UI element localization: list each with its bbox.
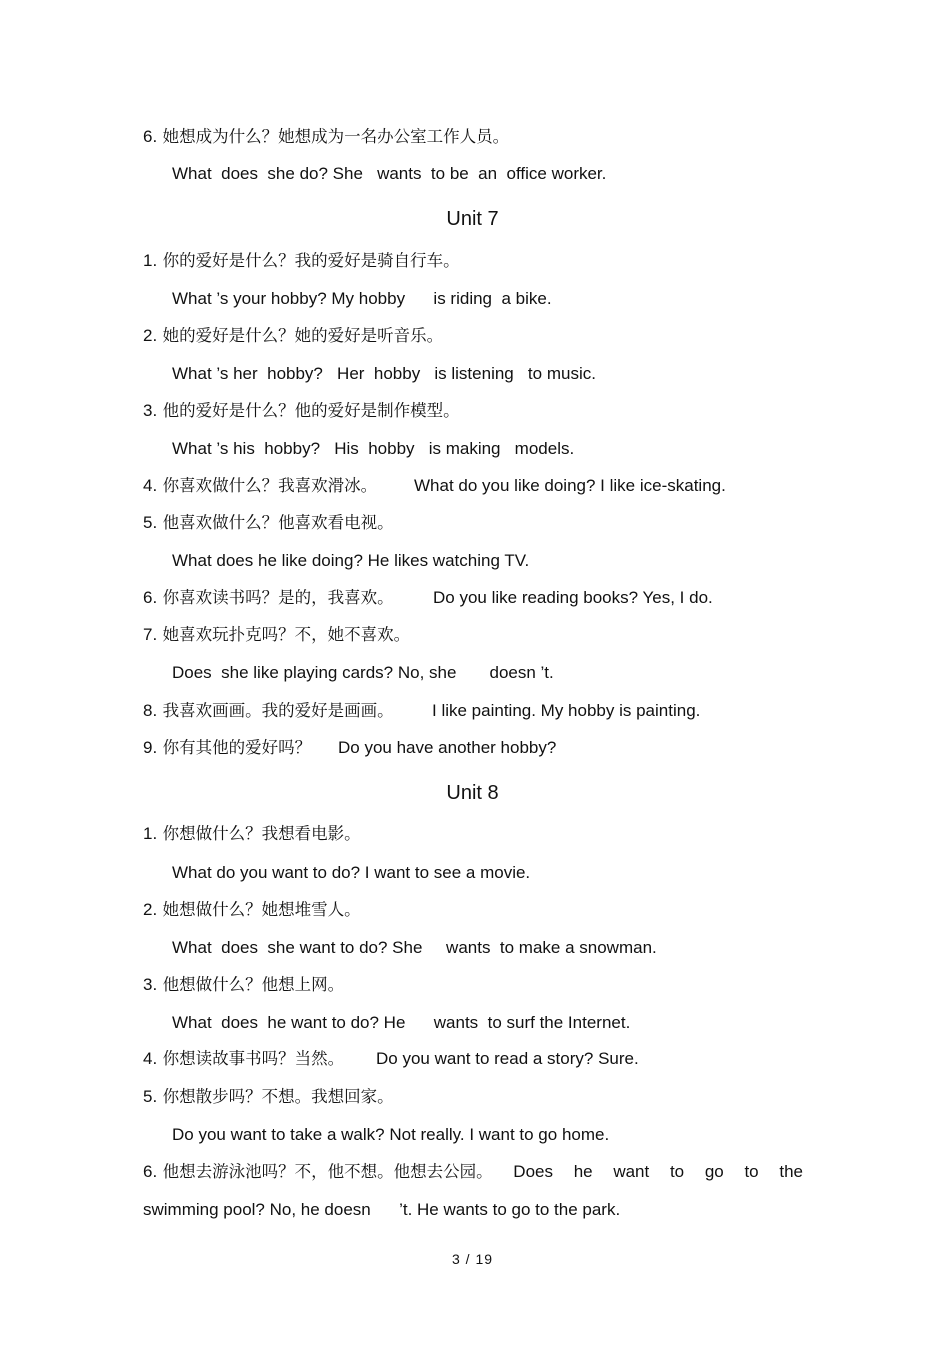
u7-q3-en: What ’s his hobby? His hobby is making models. <box>172 439 575 458</box>
u7-q2-en: What ’s her hobby? Her hobby is listening to music. <box>172 364 596 383</box>
unit8-heading: Unit 8 <box>446 782 499 804</box>
unit7-heading: Unit 7 <box>446 208 499 230</box>
u7-q8-en: I like painting. My hobby is painting. <box>432 701 701 720</box>
u6-q6-zh: 6. 她想成为什么？她想成为一名办公室工作人员。 <box>143 127 510 146</box>
u7-q6-zh: 6. 你喜欢读书吗？是的，我喜欢。 <box>143 588 394 607</box>
u7-q7-en: Does she like playing cards? No, she doesn ’t. <box>172 663 554 682</box>
u7-q4-zh: 4. 你喜欢做什么？我喜欢滑冰。 <box>143 476 378 495</box>
u8-q3-en: What does he want to do? He wants to surf the Internet. <box>172 1013 631 1032</box>
u8-q4-zh: 4. 你想读故事书吗？当然。 <box>143 1049 345 1068</box>
u7-q2-zh: 2. 她的爱好是什么？她的爱好是听音乐。 <box>143 326 444 345</box>
u8-q1-en: What do you want to do? I want to see a movie. <box>172 863 531 882</box>
u8-q2-en: What does she want to do? She wants to make a snowman. <box>172 938 657 957</box>
u8-q1-zh: 1. 你想做什么？我想看电影。 <box>143 824 361 843</box>
u7-q5-en: What does he like doing? He likes watching TV. <box>172 551 530 570</box>
u8-q4-en: Do you want to read a story? Sure. <box>376 1049 639 1068</box>
u7-q1-en: What ’s your hobby? My hobby is riding a bike. <box>172 289 552 308</box>
u8-q3-zh: 3. 他想做什么？他想上网。 <box>143 975 345 994</box>
u7-q8-zh: 8. 我喜欢画画。我的爱好是画画。 <box>143 701 394 720</box>
u8-q5-en: Do you want to take a walk? Not really. I want to go home. <box>172 1125 610 1144</box>
u7-q9-en: Do you have another hobby? <box>338 738 557 757</box>
u8-q5-zh: 5. 你想散步吗？不想。我想回家。 <box>143 1087 394 1106</box>
u7-q7-zh: 7. 她喜欢玩扑克吗？不，她不喜欢。 <box>143 625 411 644</box>
u8-q2-zh: 2. 她想做什么？她想堆雪人。 <box>143 900 361 919</box>
u7-q5-zh: 5. 他喜欢做什么？他喜欢看电视。 <box>143 513 394 532</box>
u7-q6-en: Do you like reading books? Yes, I do. <box>433 588 713 607</box>
u7-q3-zh: 3. 他的爱好是什么？他的爱好是制作模型。 <box>143 401 460 420</box>
page-number: 3 / 19 <box>451 1251 494 1267</box>
u7-q1-zh: 1. 你的爱好是什么？我的爱好是骑自行车。 <box>143 251 460 270</box>
u7-q9-zh: 9. 你有其他的爱好吗？ <box>143 738 312 757</box>
u8-q6-line2: swimming pool? No, he doesn ’t. He wants to go to the park. <box>143 1200 621 1219</box>
u8-q6-line1: 6. 他想去游泳池吗？不，他不想。他想去公园。 Does he want to go to the <box>143 1162 803 1181</box>
u7-q4-en: What do you like doing? I like ice-skating. <box>414 476 726 495</box>
u6-q6-en: What does she do? She wants to be an office worker. <box>172 164 607 183</box>
